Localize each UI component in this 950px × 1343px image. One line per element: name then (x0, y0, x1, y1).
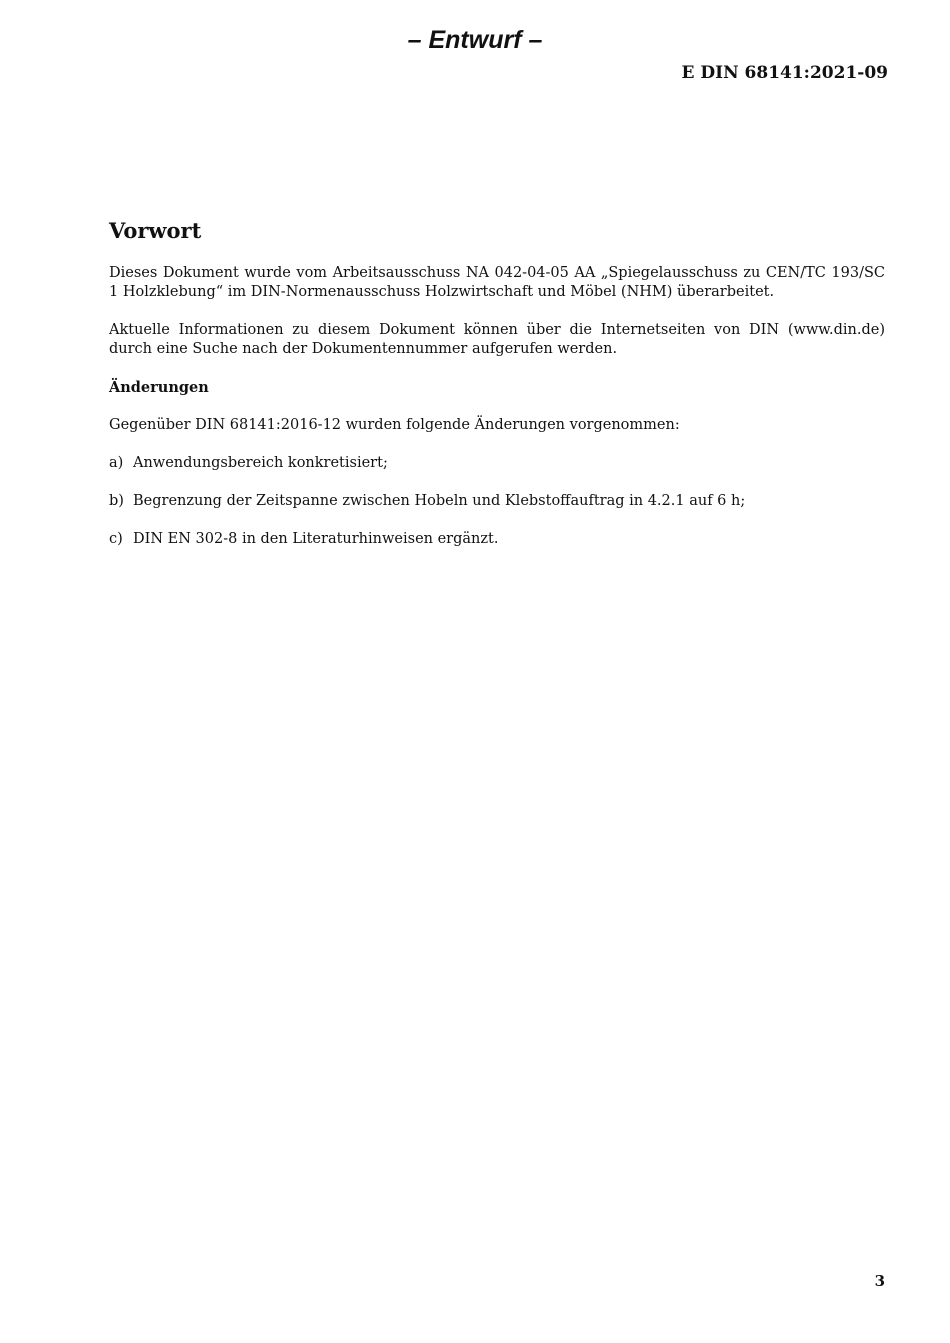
list-item (109, 530, 885, 549)
changes-title: Änderungen (109, 379, 209, 396)
draft-banner: – Entwurf – (407, 26, 543, 54)
list-item (109, 492, 885, 511)
document-id: E DIN 68141:2021-09 (681, 63, 888, 83)
page-content (109, 216, 885, 568)
foreword-title: Vorwort (109, 218, 202, 243)
list-marker: a) (109, 455, 124, 471)
list-text: DIN EN 302-8 in den Literaturhinweisen ergänzt. (133, 531, 499, 547)
foreword-paragraph-1: Dieses Dokument wurde vom Arbeitsausschuss NA 042-04-05 AA „Spiegelausschuss zu CEN/TC 193/SC 1 Holzklebung“ im DIN-Normenausschuss Holzwirtschaft und Möbel (NHM) überarbeitet. (109, 265, 885, 300)
list-marker: c) (109, 531, 123, 547)
list-text: Begrenzung der Zeitspanne zwischen Hobeln und Klebstoffauftrag in 4.2.1 auf 6 h; (133, 493, 746, 509)
changes-list (109, 454, 885, 549)
changes-intro: Gegenüber DIN 68141:2016-12 wurden folgende Änderungen vorgenommen: (109, 417, 680, 433)
page-number: 3 (874, 1272, 885, 1290)
list-marker: b) (109, 493, 124, 509)
list-text: Anwendungsbereich konkretisiert; (133, 455, 388, 471)
foreword-paragraph-2: Aktuelle Informationen zu diesem Dokument können über die Internetseiten von DIN (www.din.de) durch eine Suche nach der Dokumentennummer aufgerufen werden. (109, 322, 885, 357)
list-item (109, 454, 885, 473)
